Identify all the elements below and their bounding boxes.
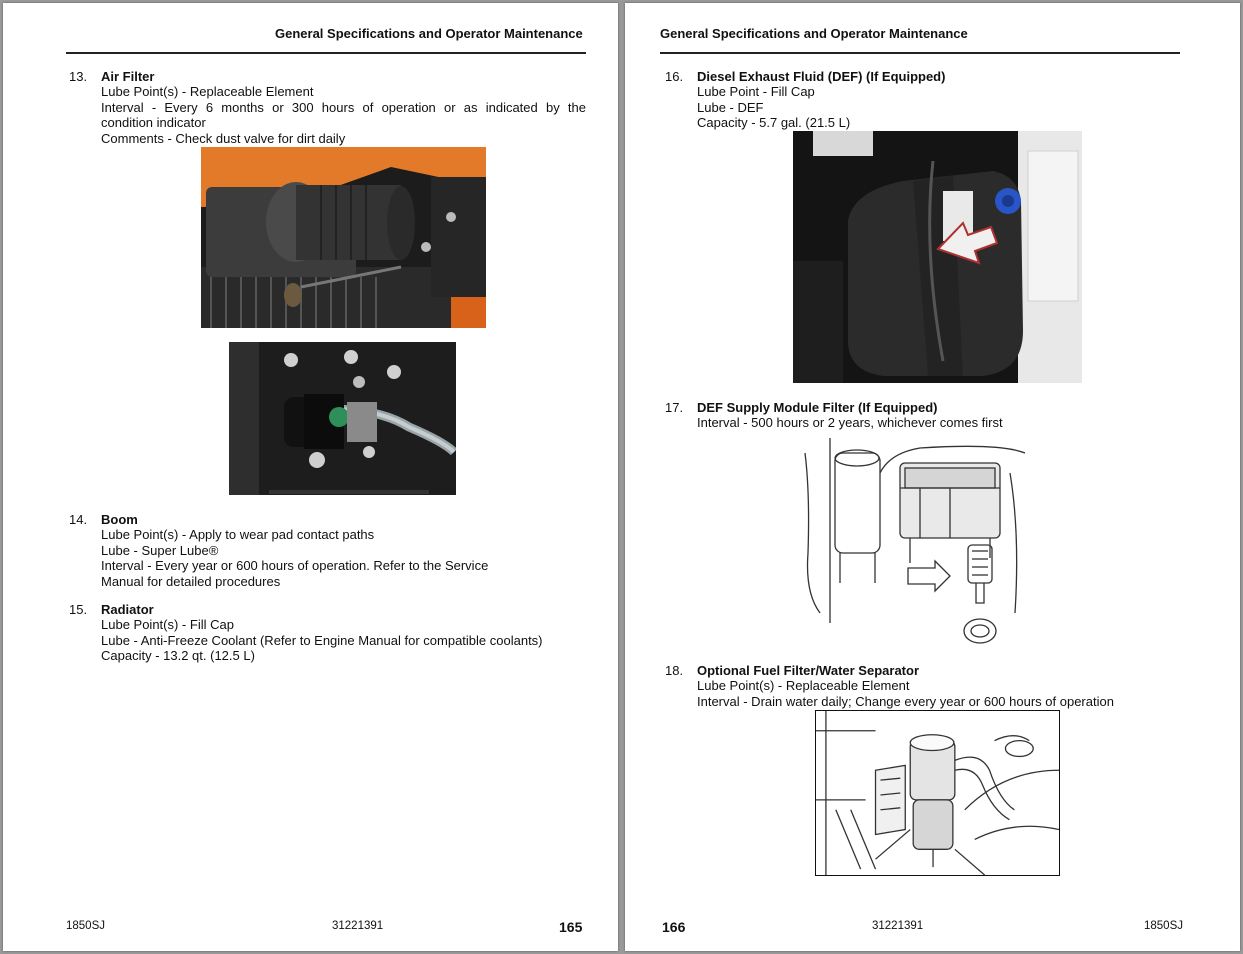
item-line: Lube Point(s) - Fill Cap bbox=[101, 617, 234, 633]
page-number: 166 bbox=[662, 919, 686, 935]
item-number: 16. bbox=[665, 69, 684, 84]
def-supply-module-drawing bbox=[800, 433, 1025, 648]
item-number: 14. bbox=[69, 512, 88, 527]
left-page bbox=[3, 3, 618, 951]
item-line: Interval - Every year or 600 hours of operation. Refer to the Service bbox=[101, 558, 489, 574]
fuel-filter-drawing bbox=[815, 710, 1060, 876]
item-line: Lube - Anti-Freeze Coolant (Refer to Engine Manual for compatible coolants) bbox=[101, 632, 543, 648]
item-line: Comments - Check dust valve for dirt daily bbox=[101, 130, 346, 146]
air-filter-photo bbox=[201, 147, 486, 328]
item-line: Lube Point - Fill Cap bbox=[697, 84, 815, 100]
item-title: DEF Supply Module Filter (If Equipped) bbox=[697, 400, 938, 415]
item-line: condition indicator bbox=[101, 115, 206, 131]
right-page bbox=[625, 3, 1240, 951]
item-line: Lube Point(s) - Replaceable Element bbox=[697, 678, 910, 694]
item-line: Interval - 500 hours or 2 years, whichever comes first bbox=[697, 415, 1003, 431]
item-title: Air Filter bbox=[101, 69, 155, 84]
item-line: Manual for detailed procedures bbox=[101, 573, 281, 589]
page-number: 165 bbox=[559, 919, 583, 935]
item-number: 17. bbox=[665, 400, 684, 415]
header-rule bbox=[66, 52, 586, 54]
footer-doc-number: 31221391 bbox=[872, 920, 924, 932]
footer-model: 1850SJ bbox=[66, 920, 106, 932]
item-line: Capacity - 13.2 qt. (12.5 L) bbox=[101, 648, 255, 664]
item-number: 13. bbox=[69, 69, 88, 84]
filter-indicator-photo bbox=[229, 342, 456, 495]
header-rule bbox=[660, 52, 1180, 54]
page-header-title: General Specifications and Operator Maintenance bbox=[660, 26, 968, 41]
item-title: Optional Fuel Filter/Water Separator bbox=[697, 663, 919, 678]
item-line: Lube - Super Lube® bbox=[101, 542, 219, 558]
item-number: 18. bbox=[665, 663, 684, 678]
item-line: Interval - Drain water daily; Change every year or 600 hours of operation bbox=[697, 693, 1114, 709]
item-title: Diesel Exhaust Fluid (DEF) (If Equipped) bbox=[697, 69, 946, 84]
item-number: 15. bbox=[69, 602, 88, 617]
item-title: Boom bbox=[101, 512, 138, 527]
def-tank-photo bbox=[793, 131, 1082, 383]
item-line: Interval - Every 6 months or 300 hours of operation or as indicated by the bbox=[101, 99, 586, 115]
item-line: Capacity - 5.7 gal. (21.5 L) bbox=[697, 115, 851, 131]
item-line: Lube - DEF bbox=[697, 99, 764, 115]
footer-doc-number: 31221391 bbox=[332, 920, 384, 932]
item-line: Lube Point(s) - Replaceable Element bbox=[101, 84, 314, 100]
footer-model: 1850SJ bbox=[1144, 920, 1184, 932]
page-header-title: General Specifications and Operator Maintenance bbox=[275, 26, 583, 41]
item-title: Radiator bbox=[101, 602, 154, 617]
item-line: Lube Point(s) - Apply to wear pad contact paths bbox=[101, 527, 375, 543]
